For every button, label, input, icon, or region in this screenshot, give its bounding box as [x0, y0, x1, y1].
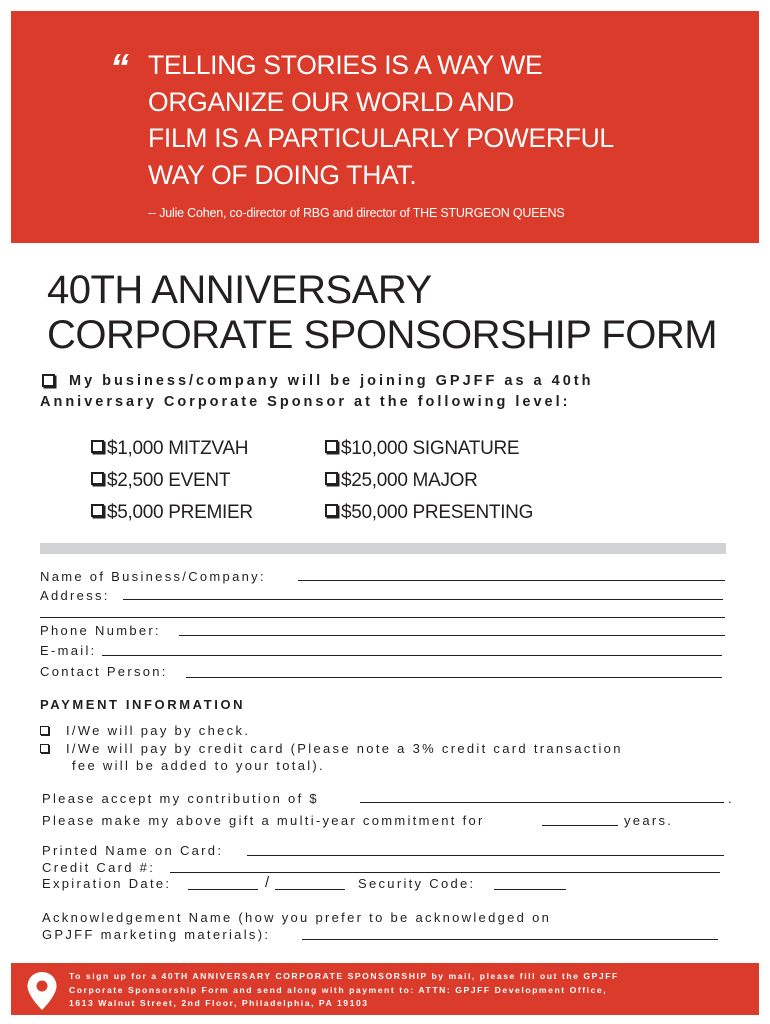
- years-label: years.: [624, 813, 674, 828]
- pay-check-label: I/We will pay by check.: [66, 723, 251, 738]
- section-divider: [40, 543, 726, 554]
- level-option[interactable]: [325, 497, 533, 529]
- pay-card-label-2: fee will be added to your total).: [72, 758, 325, 773]
- level-label: $1,000 MITZVAH: [107, 438, 249, 459]
- printed-name-label: Printed Name on Card:: [42, 843, 224, 858]
- level-label: $50,000 PRESENTING: [341, 502, 534, 523]
- level-checkbox[interactable]: [325, 472, 338, 485]
- payment-heading: PAYMENT INFORMATION: [40, 697, 246, 712]
- quote-attribution: -- Julie Cohen, co-director of RBG and director of THE STURGEON QUEENS: [148, 206, 565, 220]
- acknowledgement-label-2: GPJFF marketing materials):: [42, 927, 271, 942]
- pay-check-checkbox[interactable]: [40, 726, 49, 735]
- title-line: CORPORATE SPONSORSHIP FORM: [47, 313, 718, 357]
- footer-line: Corporate Sponsorship Form and send along with payment to: ATTN: GPJFF Development Office,: [69, 984, 608, 995]
- title-line: 40TH ANNIVERSARY: [47, 268, 432, 312]
- level-label: $10,000 SIGNATURE: [341, 438, 520, 459]
- quote-text: [148, 47, 708, 193]
- acknowledgement-label: Acknowledgement Name (how you prefer to be acknowledged on: [42, 910, 552, 925]
- email-field[interactable]: [102, 655, 722, 656]
- contribution-end: .: [728, 791, 734, 806]
- security-code-field[interactable]: [494, 889, 566, 890]
- address-label: Address:: [40, 588, 110, 603]
- business-name-label: Name of Business/Company:: [40, 569, 266, 584]
- address-field-line-2[interactable]: [40, 617, 725, 618]
- quote-banner: [11, 11, 759, 243]
- printed-name-field[interactable]: [247, 855, 724, 856]
- phone-label: Phone Number:: [40, 623, 161, 638]
- pay-card-checkbox[interactable]: [40, 744, 49, 753]
- card-number-field[interactable]: [170, 872, 720, 873]
- level-option[interactable]: [325, 465, 533, 497]
- footer-banner: [11, 963, 759, 1015]
- level-option[interactable]: [91, 433, 253, 465]
- contact-field[interactable]: [186, 677, 722, 678]
- acknowledgement-field[interactable]: [302, 939, 718, 940]
- level-checkbox[interactable]: [91, 504, 104, 517]
- quote-line: FILM IS A PARTICULARLY POWERFUL: [148, 123, 614, 153]
- footer-line: 1613 Walnut Street, 2nd Floor, Philadelphia, PA 19103: [69, 998, 369, 1008]
- expiration-year-field[interactable]: [275, 889, 345, 890]
- contribution-field[interactable]: [360, 802, 724, 803]
- level-checkbox[interactable]: [91, 472, 104, 485]
- quote-line: TELLING STORIES IS A WAY WE: [148, 50, 543, 80]
- pay-by-card-option[interactable]: [40, 740, 623, 774]
- level-column-2: [325, 433, 533, 529]
- quote-line: WAY OF DOING THAT.: [148, 159, 417, 190]
- level-option[interactable]: [325, 433, 533, 465]
- address-field[interactable]: [123, 599, 723, 600]
- years-field[interactable]: [542, 825, 618, 826]
- level-checkbox[interactable]: [91, 440, 104, 453]
- level-label: $25,000 MAJOR: [341, 470, 478, 491]
- footer-line: To sign up for a 40TH ANNIVERSARY CORPORATE SPONSORSHIP by mail, please fill out the GPJFF: [69, 971, 619, 981]
- page-title: [47, 268, 717, 358]
- sponsor-intro: [40, 371, 740, 413]
- level-option[interactable]: [91, 465, 253, 497]
- sponsor-confirm-checkbox[interactable]: [42, 374, 55, 387]
- intro-line: Anniversary Corporate Sponsor at the following level:: [40, 394, 571, 410]
- level-column-1: [91, 433, 253, 529]
- level-option[interactable]: [91, 497, 253, 529]
- level-label: $2,500 EVENT: [107, 470, 231, 491]
- intro-line: My business/company will be joining GPJFF as a 40th: [69, 373, 594, 389]
- expiration-month-field[interactable]: [188, 889, 258, 890]
- email-label: E-mail:: [40, 643, 97, 658]
- level-checkbox[interactable]: [325, 440, 338, 453]
- pay-card-label: I/We will pay by credit card (Please note a 3% credit card transaction: [66, 741, 623, 756]
- phone-field[interactable]: [179, 635, 725, 636]
- footer-text: [69, 970, 619, 1011]
- level-label: $5,000 PREMIER: [107, 502, 253, 523]
- multi-year-label: Please make my above gift a multi-year commitment for: [42, 813, 485, 828]
- card-number-label: Credit Card #:: [42, 860, 156, 875]
- business-name-field[interactable]: [298, 580, 725, 581]
- contact-label: Contact Person:: [40, 664, 168, 679]
- pay-by-check-option[interactable]: [40, 722, 250, 739]
- security-code-label: Security Code:: [358, 876, 476, 891]
- location-pin-icon: [26, 971, 58, 1011]
- quote-mark-icon: “: [110, 47, 125, 89]
- expiration-slash: /: [265, 874, 272, 891]
- expiration-label: Expiration Date:: [42, 876, 172, 891]
- contribution-label: Please accept my contribution of $: [42, 791, 319, 806]
- level-checkbox[interactable]: [325, 504, 338, 517]
- quote-line: ORGANIZE OUR WORLD AND: [148, 86, 514, 117]
